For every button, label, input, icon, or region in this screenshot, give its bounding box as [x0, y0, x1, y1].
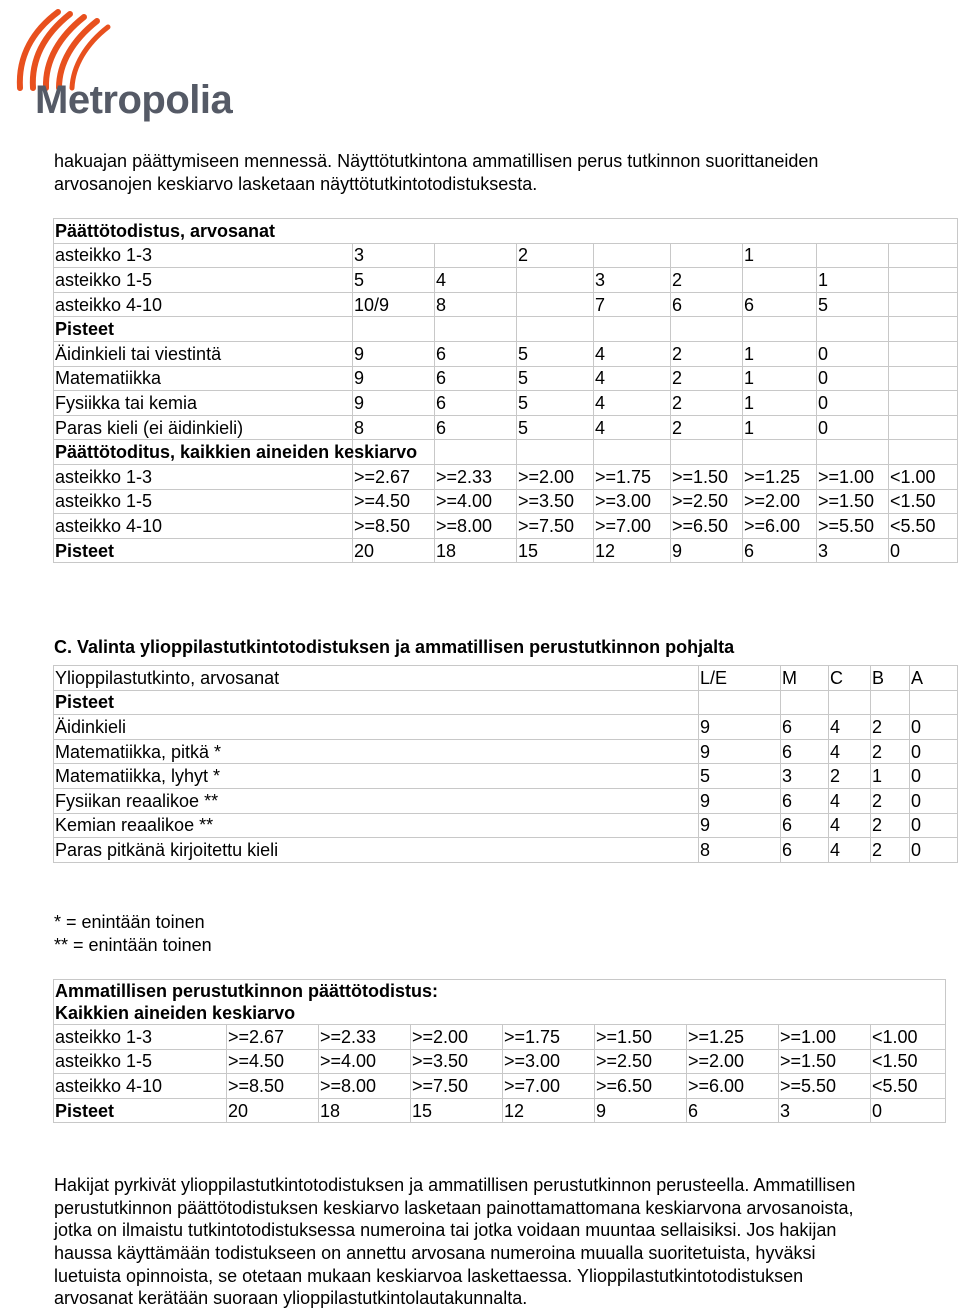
table-row: [54, 317, 958, 342]
table-cell: [594, 243, 671, 268]
table-cell: Äidinkieli: [54, 715, 699, 740]
table-cell: 2: [517, 243, 594, 268]
table-cell: 2: [871, 788, 910, 813]
table-row: [54, 1049, 946, 1074]
table-cell: 5: [517, 391, 594, 416]
table-row: [54, 514, 958, 539]
table-row: [54, 813, 958, 838]
table-cell: 6: [743, 292, 817, 317]
table-cell: >=2.67: [353, 464, 435, 489]
table-cell: [517, 317, 594, 342]
table-cell: >=1.50: [779, 1049, 871, 1074]
table-cell: <5.50: [871, 1074, 946, 1099]
table-cell: Paras kieli (ei äidinkieli): [54, 415, 353, 440]
table-cell: 4: [594, 415, 671, 440]
table-row: [54, 739, 958, 764]
table-cell: <5.50: [889, 514, 958, 539]
table-cell: [743, 440, 817, 465]
table-cell: 3: [779, 1098, 871, 1123]
table-cell: 9: [671, 538, 743, 563]
table-cell: [435, 440, 517, 465]
table-cell: Paras pitkänä kirjoitettu kieli: [54, 838, 699, 863]
table-row: [54, 366, 958, 391]
closing-line-6: arvosanat kerätään suoraan ylioppilastutkintolautakunnalta.: [54, 1288, 528, 1308]
table-cell: [594, 317, 671, 342]
table-cell: >=1.50: [595, 1025, 687, 1050]
table-cell: Pisteet: [54, 317, 353, 342]
table-cell: 2: [871, 813, 910, 838]
table-cell: 3: [353, 243, 435, 268]
table-cell: 2: [871, 838, 910, 863]
table-cell: >=2.67: [227, 1025, 319, 1050]
table-cell: 6: [435, 341, 517, 366]
table-cell: [743, 317, 817, 342]
table-cell: >=2.00: [743, 489, 817, 514]
table-cell: 5: [817, 292, 889, 317]
table-cell: 0: [910, 813, 958, 838]
table-cell: 6: [781, 813, 829, 838]
table-cell: >=2.50: [595, 1049, 687, 1074]
table-cell: 1: [743, 415, 817, 440]
table-cell: 0: [910, 838, 958, 863]
table-cell: 3: [594, 268, 671, 293]
ammatillinen-table: [53, 979, 946, 1123]
table-cell: >=2.50: [671, 489, 743, 514]
table-cell: asteikko 1-5: [54, 489, 353, 514]
table-cell: >=1.00: [779, 1025, 871, 1050]
ylioppilastutkinto-table: [53, 665, 958, 863]
table-cell: >=2.00: [517, 464, 594, 489]
table-row: [54, 391, 958, 416]
table-cell: 4: [829, 715, 871, 740]
table-cell: >=1.75: [503, 1025, 595, 1050]
metropolia-logo: [0, 0, 240, 130]
table-cell: 6: [671, 292, 743, 317]
table-cell: [743, 268, 817, 293]
table-cell: >=8.00: [435, 514, 517, 539]
table-cell: 20: [353, 538, 435, 563]
table-cell: >=2.33: [435, 464, 517, 489]
table-cell: 0: [817, 341, 889, 366]
table-cell: >=2.00: [411, 1025, 503, 1050]
table-cell: 9: [353, 366, 435, 391]
closing-line-1: Hakijat pyrkivät ylioppilastutkintotodistuksen ja ammatillisen perustutkinnon perusteella. Ammatillisen: [54, 1175, 856, 1195]
paattotodistus-table: [53, 218, 958, 563]
table-cell: Fysiikka tai kemia: [54, 391, 353, 416]
table-cell: <1.50: [889, 489, 958, 514]
table-cell: [353, 317, 435, 342]
table-cell: >=1.50: [817, 489, 889, 514]
table-row: [54, 1074, 946, 1099]
table-cell: >=3.50: [517, 489, 594, 514]
table-row: [54, 489, 958, 514]
table-cell: 0: [871, 1098, 946, 1123]
table-cell: Ylioppilastutkinto, arvosanat: [54, 666, 699, 691]
closing-line-3: jotka on ilmaistu tutkintotodistuksessa numeroina tai jotka voidaan muuntaa sellaisiksi. Jos hakijan: [54, 1220, 837, 1240]
table-cell: [889, 391, 958, 416]
table-cell: Matematiikka: [54, 366, 353, 391]
table-cell: 2: [871, 715, 910, 740]
table-cell: [671, 243, 743, 268]
table-cell: Äidinkieli tai viestintä: [54, 341, 353, 366]
table-cell: >=4.00: [319, 1049, 411, 1074]
table-cell: 9: [699, 788, 781, 813]
table-cell: Matematiikka, lyhyt *: [54, 764, 699, 789]
table-cell: >=4.00: [435, 489, 517, 514]
table-cell: [435, 243, 517, 268]
table-cell: 1: [743, 391, 817, 416]
table-row: [54, 715, 958, 740]
table-row: [54, 666, 958, 691]
table-cell: 9: [699, 715, 781, 740]
table-cell: 0: [817, 415, 889, 440]
table-cell: 4: [594, 391, 671, 416]
logo-swoosh-icon: [0, 0, 240, 90]
table-row: [54, 415, 958, 440]
table-cell: 1: [743, 366, 817, 391]
table-cell: [889, 243, 958, 268]
table-cell: Pisteet: [54, 690, 699, 715]
table-cell: [889, 415, 958, 440]
table-row: [54, 690, 958, 715]
table-cell: asteikko 1-3: [54, 464, 353, 489]
table3-title-line-2: Kaikkien aineiden keskiarvo: [55, 1003, 296, 1023]
table-cell: 0: [817, 391, 889, 416]
table-cell: [517, 440, 594, 465]
table-cell: 2: [671, 415, 743, 440]
table-row: [54, 538, 958, 563]
table-cell: asteikko 4-10: [54, 514, 353, 539]
table-cell: 7: [594, 292, 671, 317]
table-cell: [829, 690, 871, 715]
table-cell: 9: [353, 341, 435, 366]
table-cell: 5: [517, 341, 594, 366]
table-cell: [671, 317, 743, 342]
table-cell: Pisteet: [54, 1098, 227, 1123]
table-cell: <1.00: [889, 464, 958, 489]
table-cell: 2: [871, 739, 910, 764]
table-cell: 4: [829, 813, 871, 838]
table-cell: >=8.50: [227, 1074, 319, 1099]
table-cell: >=5.50: [817, 514, 889, 539]
table-cell: >=3.00: [503, 1049, 595, 1074]
table-cell: 2: [671, 391, 743, 416]
table-cell: 6: [781, 739, 829, 764]
table-cell: 8: [699, 838, 781, 863]
table-cell: 6: [687, 1098, 779, 1123]
intro-line-2: arvosanojen keskiarvo lasketaan näyttötutkintotodistuksesta.: [54, 174, 538, 194]
table-row: [54, 341, 958, 366]
table-cell: 9: [353, 391, 435, 416]
table-cell: >=7.00: [503, 1074, 595, 1099]
table-cell: >=8.00: [319, 1074, 411, 1099]
closing-line-4: haussa käyttämään todistukseen on annettu arvosana numeroina muualla suoritetuista, hyväksi: [54, 1243, 816, 1263]
table-cell: 18: [319, 1098, 411, 1123]
table-cell: B: [871, 666, 910, 691]
table-row: [54, 292, 958, 317]
table-cell: >=1.00: [817, 464, 889, 489]
table-row: [54, 243, 958, 268]
table-cell: asteikko 1-3: [54, 1025, 227, 1050]
table-cell: 1: [871, 764, 910, 789]
intro-line-1: hakuajan päättymiseen mennessä. Näyttötutkintona ammatillisen perus tutkinnon suorittaneiden: [54, 151, 819, 171]
table-cell: >=5.50: [779, 1074, 871, 1099]
table-cell: 9: [699, 813, 781, 838]
table-cell: [871, 690, 910, 715]
table-cell: Pisteet: [54, 538, 353, 563]
table-cell: 5: [517, 415, 594, 440]
table-cell: 0: [817, 366, 889, 391]
table-cell: >=1.50: [671, 464, 743, 489]
table-cell: [889, 440, 958, 465]
table-cell: 8: [435, 292, 517, 317]
table-cell: 1: [743, 341, 817, 366]
table-cell: 5: [353, 268, 435, 293]
table-cell: [517, 268, 594, 293]
table-cell: 15: [517, 538, 594, 563]
table-cell: >=1.25: [743, 464, 817, 489]
table-cell: Fysiikan reaalikoe **: [54, 788, 699, 813]
table-cell: 4: [829, 838, 871, 863]
table-cell: 2: [671, 268, 743, 293]
table-cell: 5: [517, 366, 594, 391]
table-cell: [889, 341, 958, 366]
table-cell: 15: [411, 1098, 503, 1123]
table-cell: asteikko 1-5: [54, 1049, 227, 1074]
table-cell: 0: [910, 764, 958, 789]
table-cell: [889, 268, 958, 293]
table-cell: C: [829, 666, 871, 691]
table-cell: 12: [503, 1098, 595, 1123]
table-cell: 3: [781, 764, 829, 789]
table-cell: 8: [353, 415, 435, 440]
table-cell: 18: [435, 538, 517, 563]
table-cell: <1.50: [871, 1049, 946, 1074]
table-cell: >=4.50: [227, 1049, 319, 1074]
table-cell: Kemian reaalikoe **: [54, 813, 699, 838]
table-cell: >=6.00: [743, 514, 817, 539]
table-cell: 4: [829, 788, 871, 813]
table-cell: L/E: [699, 666, 781, 691]
table-cell: >=1.25: [687, 1025, 779, 1050]
table-cell: 6: [743, 538, 817, 563]
table-row: [54, 1098, 946, 1123]
table-cell: [817, 440, 889, 465]
table-cell: 9: [699, 739, 781, 764]
note-2: ** = enintään toinen: [54, 935, 212, 955]
table-cell: 2: [829, 764, 871, 789]
table-cell: 4: [829, 739, 871, 764]
table-cell: [889, 366, 958, 391]
table-cell: 5: [699, 764, 781, 789]
table-cell: 3: [817, 538, 889, 563]
table-row: [54, 219, 958, 244]
table-cell: >=7.50: [411, 1074, 503, 1099]
table-cell: 9: [595, 1098, 687, 1123]
table-cell: 2: [671, 341, 743, 366]
table-cell: 6: [435, 366, 517, 391]
table-cell: [517, 292, 594, 317]
table-cell: 0: [889, 538, 958, 563]
table-cell: [594, 440, 671, 465]
table-cell: A: [910, 666, 958, 691]
table-cell: [817, 243, 889, 268]
table-cell: 10/9: [353, 292, 435, 317]
closing-line-5: luetuista opinnoista, se otetaan mukaan keskiarvoa laskettaessa. Ylioppilastutkintotodistuksen: [54, 1266, 804, 1286]
table-cell: 1: [743, 243, 817, 268]
table-cell: 0: [910, 788, 958, 813]
table-cell: >=8.50: [353, 514, 435, 539]
table-cell: asteikko 4-10: [54, 1074, 227, 1099]
table-cell: Päättötoditus, kaikkien aineiden keskiarvo: [54, 440, 353, 465]
table-cell: 6: [781, 838, 829, 863]
table3-title: [54, 980, 946, 1025]
table-cell: >=6.00: [687, 1074, 779, 1099]
table-cell: >=3.00: [594, 489, 671, 514]
table-cell: <1.00: [871, 1025, 946, 1050]
table-cell: [699, 690, 781, 715]
table-cell: 6: [781, 715, 829, 740]
table-cell: >=4.50: [353, 489, 435, 514]
table-cell: 12: [594, 538, 671, 563]
note-1: * = enintään toinen: [54, 912, 205, 932]
table-cell: >=7.00: [594, 514, 671, 539]
table-cell: M: [781, 666, 829, 691]
table-row: [54, 838, 958, 863]
table-cell: 0: [910, 739, 958, 764]
table-cell: >=6.50: [671, 514, 743, 539]
table-cell: [889, 317, 958, 342]
table-cell: 4: [594, 366, 671, 391]
table-cell: [817, 317, 889, 342]
table-cell: 6: [435, 415, 517, 440]
table-cell: asteikko 1-3: [54, 243, 353, 268]
closing-line-2: perustutkinnon päättötodistuksen keskiarvo lasketaan painottamattomana keskiarvona arvosanoista,: [54, 1198, 854, 1218]
table-cell: 4: [594, 341, 671, 366]
table-cell: 2: [671, 366, 743, 391]
table-cell: >=1.75: [594, 464, 671, 489]
table-row: [54, 440, 958, 465]
table-cell: 0: [910, 715, 958, 740]
table-cell: [781, 690, 829, 715]
table-cell: >=3.50: [411, 1049, 503, 1074]
table-cell: 6: [781, 788, 829, 813]
table3-title-line-1: Ammatillisen perustutkinnon päättötodistus:: [55, 981, 439, 1001]
table-cell: >=6.50: [595, 1074, 687, 1099]
table-cell: asteikko 4-10: [54, 292, 353, 317]
table-cell: >=7.50: [517, 514, 594, 539]
table-row: [54, 788, 958, 813]
logo-text: Metropolia: [35, 78, 233, 122]
table-cell: >=2.00: [687, 1049, 779, 1074]
table-cell: Päättötodistus, arvosanat: [54, 219, 958, 244]
table-cell: 6: [435, 391, 517, 416]
table-cell: 1: [817, 268, 889, 293]
table-cell: asteikko 1-5: [54, 268, 353, 293]
table-cell: [889, 292, 958, 317]
table-cell: [671, 440, 743, 465]
table-cell: [910, 690, 958, 715]
table-cell: >=2.33: [319, 1025, 411, 1050]
table-row: [54, 764, 958, 789]
table-row: [54, 464, 958, 489]
table-row: [54, 268, 958, 293]
table-cell: 20: [227, 1098, 319, 1123]
table-cell: [435, 317, 517, 342]
table-row: [54, 980, 946, 1025]
table-row: [54, 1025, 946, 1050]
section-c-heading: C. Valinta ylioppilastutkintotodistuksen ja ammatillisen perustutkinnon pohjalta: [54, 637, 735, 657]
table-cell: 4: [435, 268, 517, 293]
table-cell: Matematiikka, pitkä *: [54, 739, 699, 764]
